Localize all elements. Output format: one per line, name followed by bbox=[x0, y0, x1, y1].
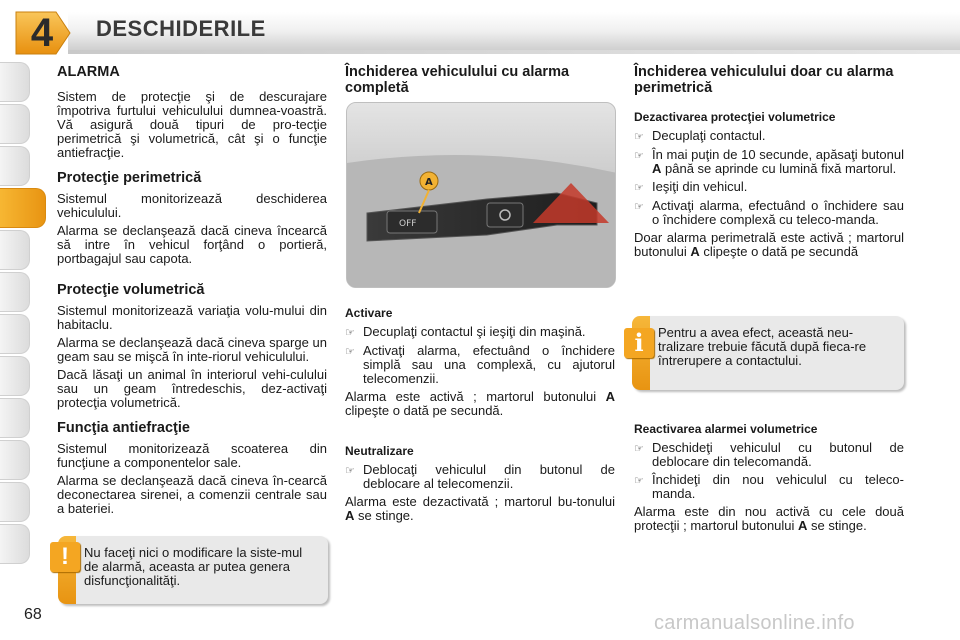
column-alarma-perimetrica bbox=[634, 64, 904, 263]
reactivare-status-pre: Alarma este din nou activă cu cele două protecţii ; martorul butonului bbox=[634, 504, 904, 533]
dashboard-photo-icon bbox=[347, 103, 616, 288]
volumetric-p1: Sistemul monitorizează variaţia volu-mului din habitaclu. bbox=[57, 303, 327, 332]
item2-post: până se aprinde cu lumină fixă martorul. bbox=[661, 161, 897, 176]
activare-status-post: clipeşte o dată pe secundă. bbox=[345, 403, 504, 418]
pointing-hand-icon: ☞ bbox=[634, 201, 644, 213]
photo-label-a: A bbox=[425, 177, 433, 188]
pointing-hand-icon: ☞ bbox=[634, 475, 644, 487]
activare-item-2: Activaţi alarma, efectuând o închidere simplă sau una complexă, cu ajutorul telecomenzii. bbox=[363, 343, 615, 386]
pointing-hand-icon: ☞ bbox=[634, 131, 644, 143]
info-icon: i bbox=[624, 328, 654, 358]
perimetric-status bbox=[634, 231, 904, 259]
activare-status bbox=[345, 390, 615, 418]
button-a-ref: A bbox=[652, 161, 662, 176]
chapter-tab-10[interactable] bbox=[0, 440, 30, 480]
chapter-tab-11[interactable] bbox=[0, 482, 30, 522]
activare-status-pre: Alarma este activă ; martorul butonului bbox=[345, 389, 606, 404]
chapter-tab-4-active[interactable] bbox=[0, 188, 46, 228]
dezactivare-item-3: Ieşiţi din vehicul. bbox=[652, 179, 748, 194]
chapter-tab-7[interactable] bbox=[0, 314, 30, 354]
list-item bbox=[634, 473, 904, 501]
chapter-tab-6[interactable] bbox=[0, 272, 30, 312]
chapter-tab-2[interactable] bbox=[0, 104, 30, 144]
chapter-tab-9[interactable] bbox=[0, 398, 30, 438]
neutralizare-status bbox=[345, 495, 615, 523]
list-item bbox=[345, 325, 615, 340]
heading-alarma-completa: Închiderea vehiculului cu alarma completă bbox=[345, 64, 570, 96]
column-alarma-completa-body bbox=[345, 296, 615, 527]
button-a-ref: A bbox=[605, 389, 615, 404]
column-alarma bbox=[57, 64, 327, 520]
page-title: DESCHIDERILE bbox=[96, 16, 266, 41]
pointing-hand-icon: ☞ bbox=[345, 465, 355, 477]
info-note bbox=[632, 316, 904, 390]
warning-note bbox=[58, 536, 328, 604]
pointing-hand-icon: ☞ bbox=[345, 346, 355, 358]
reactivare-status-post: se stinge. bbox=[807, 518, 867, 533]
list-item bbox=[634, 199, 904, 227]
item2-pre: În mai puţin de 10 secunde, apăsaţi butonul bbox=[652, 147, 904, 162]
neutralizare-status-post: se stinge. bbox=[354, 508, 414, 523]
heading-antiefractie: Funcţia antiefracţie bbox=[57, 420, 190, 436]
chapter-tab-1[interactable] bbox=[0, 62, 30, 102]
alarma-intro: Sistem de protecţie şi de descurajare împotriva furtului vehiculului dumnea-voastră. Vă asigură două tipuri de pro-tecţie perimetrică şi volumetrică, cât şi o funcţie antiefracţie. bbox=[57, 89, 327, 160]
chapter-number: 4 bbox=[30, 10, 54, 55]
chapter-tab-3[interactable] bbox=[0, 146, 30, 186]
dezactivare-item-1: Decuplaţi contactul. bbox=[652, 128, 766, 143]
pointing-hand-icon: ☞ bbox=[345, 327, 355, 339]
dezactivare-item-4: Activaţi alarma, efectuând o închidere sau o închidere complexă cu teleco-manda. bbox=[652, 198, 904, 227]
pointing-hand-icon: ☞ bbox=[634, 182, 644, 194]
alarm-button-photo bbox=[346, 102, 616, 288]
warning-note-text: Nu faceţi nici o modificare la siste-mul de alarmă, aceasta ar putea genera disfuncţionalităţi. bbox=[84, 545, 303, 588]
activare-item-1: Decuplaţi contactul şi ieşiţi din maşină. bbox=[363, 324, 586, 339]
pointing-hand-icon: ☞ bbox=[634, 150, 644, 162]
column-reactivare bbox=[634, 412, 904, 537]
chapter-badge bbox=[12, 8, 72, 58]
dezactivare-item-2 bbox=[652, 148, 904, 176]
neutralizare-status-pre: Alarma este dezactivată ; martorul bu-tonului bbox=[345, 494, 615, 509]
pointing-hand-icon: ☞ bbox=[634, 443, 644, 455]
heading-volumetric: Protecţie volumetrică bbox=[57, 282, 205, 298]
info-note-text: Pentru a avea efect, această neu-tralizare trebuie făcută după fieca-re întrerupere a contactului. bbox=[658, 325, 867, 368]
reactivare-status bbox=[634, 505, 904, 533]
page-number: 68 bbox=[24, 606, 42, 623]
button-a-ref: A bbox=[690, 244, 700, 259]
heading-alarma-perimetrica: Închiderea vehiculului doar cu alarma perimetrică bbox=[634, 64, 894, 96]
chapter-tabs bbox=[0, 62, 32, 566]
perimetric-p2: Alarma se declanşează dacă cineva încearcă să intre în vehicul forţând o portieră, portbagajul sau capota. bbox=[57, 223, 327, 266]
volumetric-p3: Dacă lăsaţi un animal în interiorul vehi-culului sau un geam întredeschis, dez-activaţi protecţia volumetrică. bbox=[57, 367, 327, 410]
list-item bbox=[634, 180, 904, 195]
list-item bbox=[634, 441, 904, 469]
neutralizare-item-1: Deblocaţi vehiculul din butonul de deblocare al telecomenzii. bbox=[363, 462, 615, 491]
list-item bbox=[634, 148, 904, 176]
chapter-tab-5[interactable] bbox=[0, 230, 30, 270]
list-item bbox=[345, 463, 615, 491]
list-item bbox=[634, 129, 904, 144]
heading-reactivare: Reactivarea alarmei volumetrice bbox=[634, 422, 818, 436]
button-a-ref: A bbox=[345, 508, 355, 523]
warning-icon: ! bbox=[50, 542, 80, 572]
list-item bbox=[345, 344, 615, 386]
perimetric-p1: Sistemul monitorizează deschiderea vehiculului. bbox=[57, 191, 327, 220]
section-title-alarma: ALARMA bbox=[57, 64, 120, 80]
antiefractie-p2: Alarma se declanşează dacă cineva în-cearcă deconectarea sirenei, a comenzii centrale sau a bateriei. bbox=[57, 473, 327, 516]
column-alarma-completa bbox=[345, 64, 615, 106]
button-a-ref: A bbox=[798, 518, 808, 533]
watermark: carmanualsonline.info bbox=[654, 612, 855, 634]
svg-text:OFF: OFF bbox=[399, 219, 417, 229]
heading-perimetric: Protecţie perimetrică bbox=[57, 170, 202, 186]
reactivare-item-2: Închideţi din nou vehiculul cu teleco-manda. bbox=[652, 472, 904, 501]
heading-activare: Activare bbox=[345, 306, 393, 320]
volumetric-p2: Alarma se declanşează dacă cineva sparge un geam sau se mişcă în inte-riorul vehiculului. bbox=[57, 335, 327, 364]
reactivare-item-1: Deschideţi vehiculul cu butonul de deblocare din telecomandă. bbox=[652, 440, 904, 469]
perimetric-status-pre: Doar alarma perimetrală este activă ; martorul butonului bbox=[634, 230, 904, 259]
perimetric-status-post: clipeşte o dată pe secundă bbox=[699, 244, 859, 259]
chapter-tab-8[interactable] bbox=[0, 356, 30, 396]
heading-neutralizare: Neutralizare bbox=[345, 444, 414, 458]
chapter-tab-12[interactable] bbox=[0, 524, 30, 564]
antiefractie-p1: Sistemul monitorizează scoaterea din funcţiune a componentelor sale. bbox=[57, 441, 327, 470]
heading-dezactivare: Dezactivarea protecţiei volumetrice bbox=[634, 110, 836, 124]
